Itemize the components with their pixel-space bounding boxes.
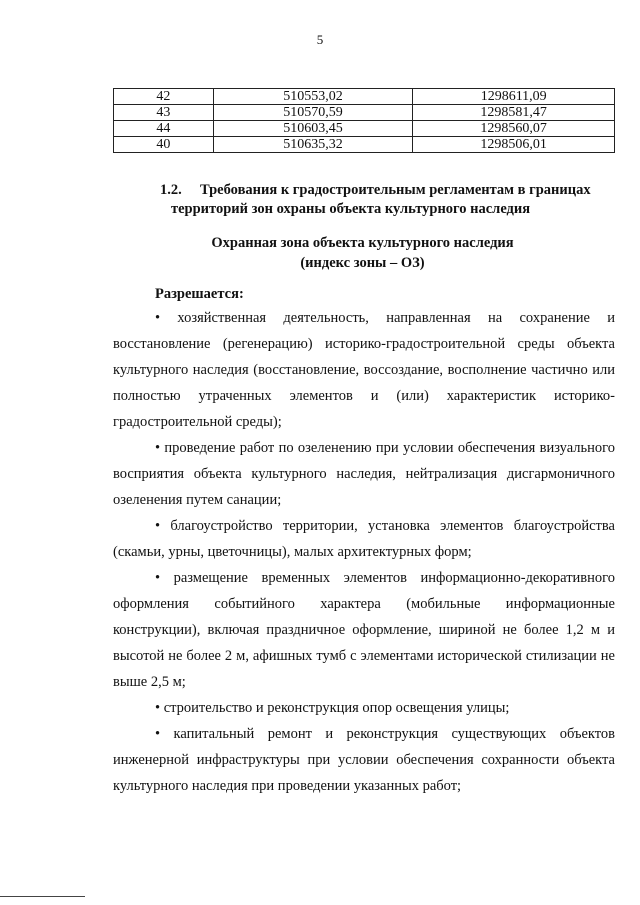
section-title-line-1: Требования к градостроительным регламентам в границах: [200, 182, 591, 198]
section-title-line-2: территорий зон охраны объекта культурного наследия: [171, 201, 531, 217]
x-coordinate-cell: 510553,02: [213, 89, 413, 105]
allowed-list: [113, 305, 615, 799]
zone-title-line-1: Охранная зона объекта культурного наследия: [211, 235, 514, 251]
allowed-heading: Разрешается:: [155, 286, 244, 302]
point-number-cell: 43: [114, 105, 214, 121]
list-item: • хозяйственная деятельность, направленная на сохранение и восстановление (регенерацию) историко-градостроительной среды объекта культурного наследия (восстановление, воссоздание, восполнение частично или полностью утраченных элементов и (или) характеристик историко-градостроительной среды);: [113, 310, 615, 430]
zone-title-line-2: (индекс зоны – ОЗ): [300, 255, 425, 271]
section-number: 1.2.: [160, 182, 182, 198]
point-number-cell: 42: [114, 89, 214, 105]
point-number-cell: 40: [114, 137, 214, 153]
table-row: [114, 137, 615, 153]
coordinates-table: [113, 88, 615, 153]
list-item: • капитальный ремонт и реконструкция существующих объектов инженерной инфраструктуры при условии обеспечения сохранности объекта культурного наследия при проведении указанных работ;: [113, 726, 615, 794]
y-coordinate-cell: 1298581,47: [413, 105, 615, 121]
page-number: 5: [316, 32, 324, 47]
table-row: [114, 121, 615, 137]
section-heading: [160, 181, 620, 219]
zone-title: [110, 233, 615, 273]
footer-rule: [0, 896, 85, 897]
y-coordinate-cell: 1298560,07: [413, 121, 615, 137]
list-item: • размещение временных элементов информационно-декоративного оформления событийного характера (мобильные информационные конструкции), включая праздничное оформление, шириной не более 1,2 м и высотой не более 2 м, афишных тумб с элементами исторической стилизации не выше 2,5 м;: [113, 570, 615, 690]
x-coordinate-cell: 510570,59: [213, 105, 413, 121]
y-coordinate-cell: 1298611,09: [413, 89, 615, 105]
table-row: [114, 105, 615, 121]
x-coordinate-cell: 510603,45: [213, 121, 413, 137]
list-item: • строительство и реконструкция опор освещения улицы;: [155, 700, 510, 716]
x-coordinate-cell: 510635,32: [213, 137, 413, 153]
y-coordinate-cell: 1298506,01: [413, 137, 615, 153]
table-row: [114, 89, 615, 105]
list-item: • проведение работ по озеленению при условии обеспечения визуального восприятия объекта культурного наследия, нейтрализация дисгармоничного озеленения путем санации;: [113, 440, 615, 508]
point-number-cell: 44: [114, 121, 214, 137]
list-item: • благоустройство территории, установка элементов благоустройства (скамьи, урны, цветочницы), малых архитектурных форм;: [113, 518, 615, 560]
